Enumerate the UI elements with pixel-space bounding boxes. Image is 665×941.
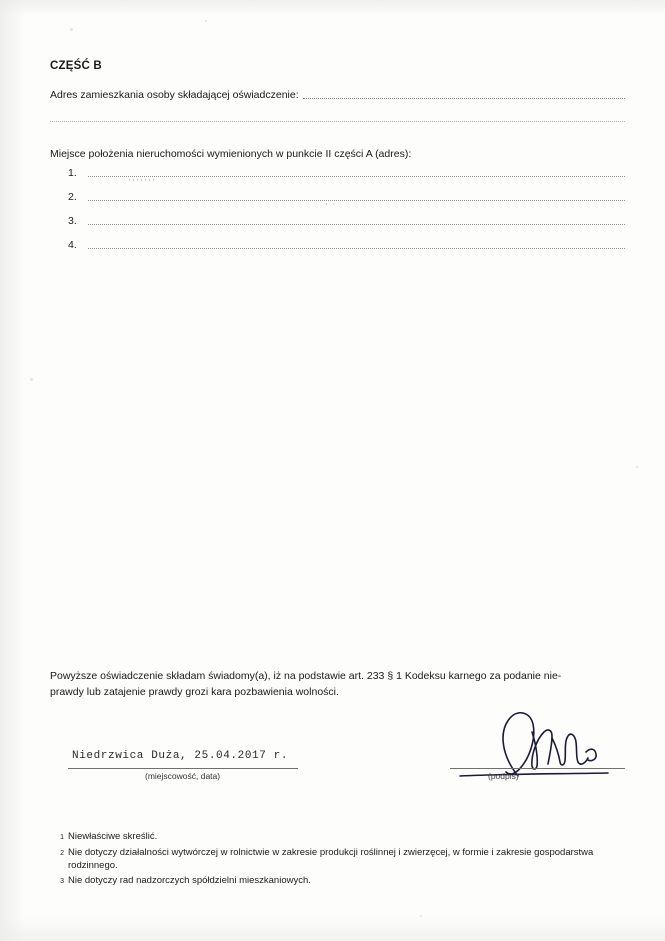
footnote-marker: 3 (60, 878, 64, 885)
faint-handwriting-mark: ······· (128, 175, 156, 185)
property-dotted-line-4[interactable] (88, 238, 625, 249)
address-field-row-continuation (50, 111, 625, 124)
footnotes (50, 830, 630, 890)
address-label: Adres zamieszkania osoby składającej oświadczenie: (50, 89, 299, 101)
scan-edge-left (0, 0, 26, 941)
faint-handwriting-mark: · · (325, 199, 337, 209)
property-dotted-line-3[interactable] (88, 214, 625, 225)
footnote-text: Nie dotyczy działalności wytwórczej w rolnictwie w zakresie produkcji roślinnej i zwierzęcej, w formie i zakresie gospodarstwa rodzinnego. (68, 847, 594, 871)
footnote-marker: 1 (60, 834, 64, 841)
place-date-caption: (miejscowość, data) (145, 771, 221, 781)
property-label: Miejsce położenia nieruchomości wymienionych w punkcie II części A (adres): (50, 148, 412, 160)
scan-edge-top (0, 0, 665, 16)
section-title: CZĘŚĆ B (50, 60, 102, 72)
place-and-date-value: Niedrzwica Duża, 25.04.2017 r. (72, 750, 289, 762)
property-dotted-line-2[interactable] (88, 190, 625, 201)
list-item (50, 190, 625, 203)
address-dotted-line-1[interactable] (303, 88, 625, 99)
signature-underline (450, 768, 625, 769)
statement-paragraph (50, 668, 622, 700)
footnote-item (50, 830, 630, 844)
list-item-number: 3. (68, 215, 77, 227)
document-body (50, 60, 625, 262)
scan-speck (420, 915, 422, 917)
address-field-row (50, 88, 625, 101)
scan-speck (636, 466, 638, 468)
footnote-item (50, 874, 630, 888)
scan-speck (30, 378, 33, 381)
address-dotted-line-2[interactable] (50, 111, 625, 122)
footnote-text: Niewłaściwe skreślić. (68, 831, 158, 842)
footnote-item (50, 846, 630, 872)
spacer (50, 130, 625, 148)
place-date-underline (68, 768, 298, 769)
scan-speck (70, 28, 73, 31)
list-item-number: 1. (68, 167, 77, 179)
list-item-number: 2. (68, 191, 77, 203)
scan-speck (205, 20, 207, 22)
signature-caption: (podpis) (488, 771, 519, 781)
statement-line-2: prawdy lub zatajenie prawdy grozi kara pozbawienia wolności. (50, 686, 339, 698)
footnote-text: Nie dotyczy rad nadzorczych spółdzielni mieszkaniowych. (68, 875, 311, 886)
footnote-marker: 2 (60, 850, 64, 857)
statement-line-1: Powyższe oświadczenie składam świadomy(a), iż na podstawie art. 233 § 1 Kodeksu karnego za podanie nie- (50, 670, 562, 682)
property-dotted-line-1[interactable] (88, 166, 625, 177)
list-item (50, 238, 625, 251)
signature-block (50, 742, 625, 822)
property-label-row (50, 148, 625, 160)
list-item-number: 4. (68, 239, 77, 251)
scan-edge-bottom (0, 917, 665, 941)
list-item (50, 214, 625, 227)
handwritten-signature-icon (440, 704, 630, 784)
